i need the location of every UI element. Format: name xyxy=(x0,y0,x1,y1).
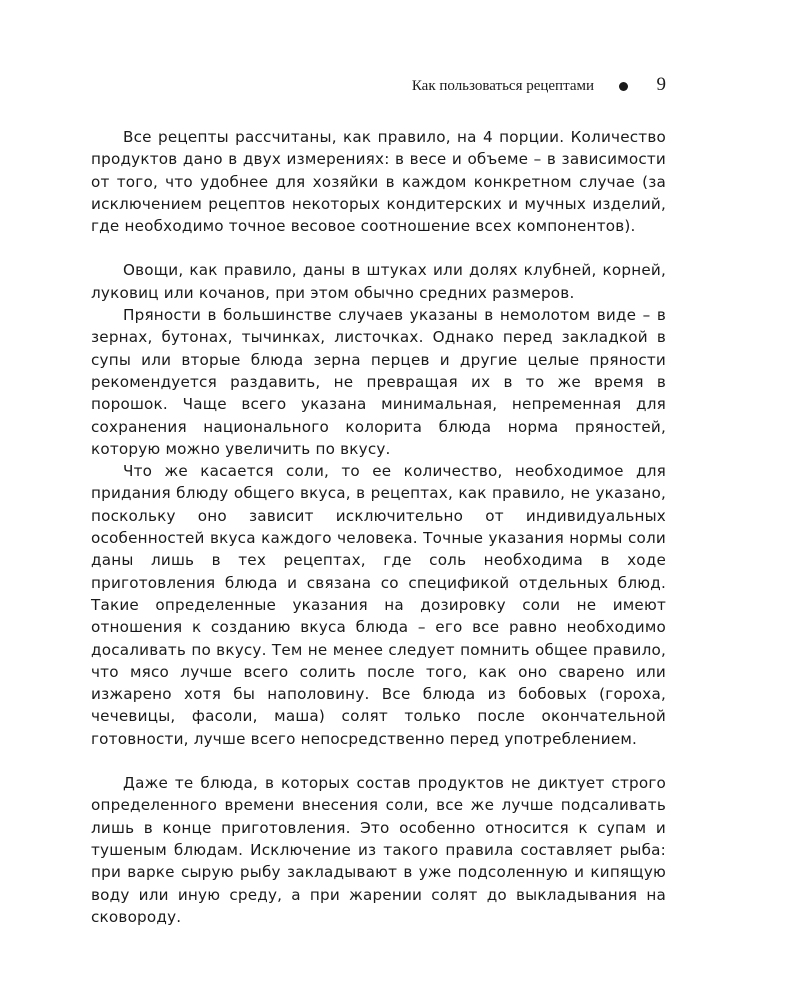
page-number: 9 xyxy=(656,74,666,95)
bullet-icon xyxy=(619,82,628,91)
paragraph-vegetables: Овощи, как правило, даны в штуках или долях клубней, корней, луковиц или кочанов, при этом обычно средних размеров. xyxy=(91,261,666,302)
running-title: Как пользоваться рецептами xyxy=(411,78,594,94)
body-text xyxy=(91,126,666,928)
running-head xyxy=(360,74,670,98)
paragraph-salt: Что же касается соли, то ее количество, необходимое для придания блюду общего вкуса, в рецептах, как правило, не указано, поскольку оно зависит исключительно от индивидуальных особенностей вкуса каждого человека. Точные указания нормы соли даны лишь в тех рецептах, где соль необходима в ходе приготовления блюда и связана со спецификой отдельных блюд. Такие определенные указания на дозировку соли не имеют отношения к созданию вкуса блюда – его все равно необходимо досаливать по вкусу. Тем не менее следует помнить общее правило, что мясо лучше всего солить после того, как оно сварено или изжарено хотя бы наполовину. Все блюда из бобовых (гороха, чечевицы, фасоли, маша) солят только после окончательной готовности, лучше всего непосредственно перед употреблением. xyxy=(91,462,666,748)
paragraph-spices: Пряности в большинстве случаев указаны в немолотом виде – в зернах, бутонах, тычинках, листочках. Однако перед закладкой в супы или вторые блюда зерна перцев и другие целые пряности рекомендуется раздавить, не превращая их в то же время в порошок. Чаще всего указана минимальная, непременная для сохранения национального колорита блюда норма пряностей, которую можно увеличить по вкусу. xyxy=(91,306,666,458)
paragraph-salting-time: Даже те блюда, в которых состав продуктов не диктует строго определенного времени внесения соли, все же лучше подсаливать лишь в конце приготовления. Это особенно относится к супам и тушеным блюдам. Исключение из такого правила составляет рыба: при варке сырую рыбу закладывают в уже подсоленную и кипящую воду или иную среду, а при жарении солят до выкладывания на сковороду. xyxy=(91,774,666,926)
paragraph-portions: Все рецепты рассчитаны, как правило, на 4 порции. Количество продуктов дано в двух измерениях: в весе и объеме – в зависимости от того, что удобнее для хозяйки в каждом конкретном случае (за исключением рецептов некоторых кондитерских и мучных изделий, где необходимо точное весовое соотношение всех компонентов). xyxy=(91,128,666,236)
